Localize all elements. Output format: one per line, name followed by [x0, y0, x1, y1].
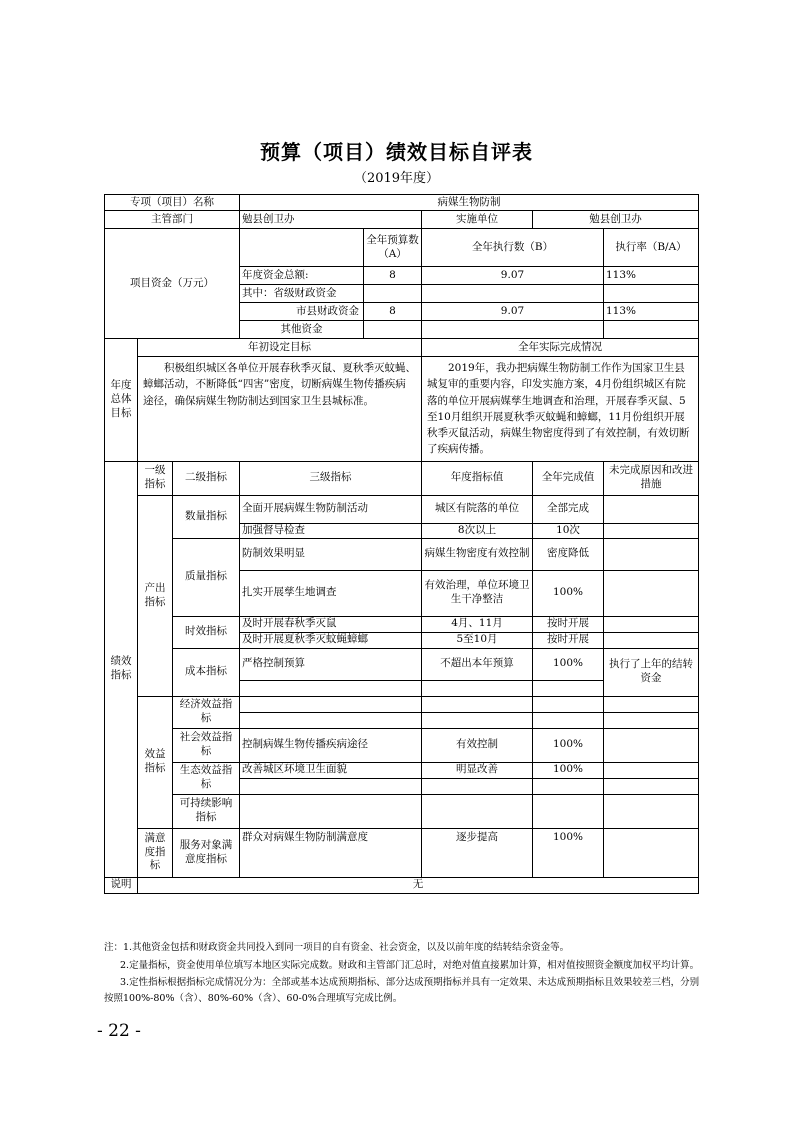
perf-label: 绩效指标: [105, 461, 138, 877]
output-indicator-label: 产出指标: [138, 495, 173, 696]
indicator-done: 100%: [533, 762, 604, 778]
footnotes: [104, 940, 704, 1009]
indicator-target: 城区有院落的单位: [422, 495, 533, 523]
indicator-target: 8次以上: [422, 523, 533, 538]
indicator-target-blank: [422, 680, 533, 696]
eco-indicator-label: 生态效益指标: [173, 762, 240, 794]
evaluation-table: [104, 194, 699, 894]
funds-row-exec: [422, 285, 604, 303]
indicator-reason-blank: [604, 712, 699, 728]
funds-row-budget: [364, 285, 422, 303]
funds-row-exec: [422, 321, 604, 339]
footnote-1: 注：1.其他资金包括和财政资金共同投入到同一项目的自有资金、社会资金，以及以前年度的结转结余资金等。: [104, 942, 570, 953]
indicator-l3: 加强督导检查: [240, 523, 422, 538]
indicator-l3-blank: [240, 778, 422, 794]
time-indicator-label: 时效指标: [173, 616, 240, 648]
cost-indicator-label: 成本指标: [173, 648, 240, 696]
perf-header-reason: 未完成原因和改进措施: [604, 461, 699, 495]
impl-unit-label: 实施单位: [422, 211, 533, 229]
indicator-done: 密度降低: [533, 538, 604, 570]
perf-header-target: 年度指标值: [422, 461, 533, 495]
funds-row-rate: 113%: [604, 267, 699, 285]
funds-row-rate: [604, 321, 699, 339]
project-name-label: 专项（项目）名称: [105, 195, 240, 211]
indicator-reason-blank: [604, 778, 699, 794]
perf-header-l1: 一级指标: [138, 461, 173, 495]
funds-row-label: 其中：省级财政资金: [240, 285, 364, 303]
indicator-done: 10次: [533, 523, 604, 538]
goal-set-header: 年初设定目标: [138, 339, 422, 357]
indicator-target: 4月、11月: [422, 616, 533, 632]
social-indicator-label: 社会效益指标: [173, 728, 240, 762]
indicator-l3-blank: [240, 712, 422, 728]
indicator-target: 逐步提高: [422, 828, 533, 877]
indicator-done: 按时开展: [533, 616, 604, 632]
economic-indicator-label: 经济效益指标: [173, 696, 240, 728]
indicator-done-blank: [533, 712, 604, 728]
indicator-target: 5至10月: [422, 632, 533, 648]
indicator-target-blank: [422, 778, 533, 794]
indicator-done: 按时开展: [533, 632, 604, 648]
indicator-reason: [604, 632, 699, 648]
remark-value: 无: [138, 877, 699, 893]
goal-done-header: 全年实际完成情况: [422, 339, 699, 357]
indicator-reason: 执行了上年的结转资金: [604, 648, 699, 696]
footnote-2: 2.定量指标，资金使用单位填写本地区实际完成数。财政和主管部门汇总时，对绝对值直接累加计算，相对值按照资金额度加权平均计算。: [120, 959, 700, 971]
quantity-indicator-label: 数量指标: [173, 495, 240, 538]
indicator-reason-blank: [604, 794, 699, 828]
indicator-target-blank: [422, 696, 533, 712]
funds-row-rate: [604, 285, 699, 303]
indicator-done-blank: [533, 696, 604, 712]
funds-row-budget: 8: [364, 303, 422, 321]
goal-done-text: 2019年，我办把病媒生物防制工作作为国家卫生县城复审的重要内容，印发实施方案，4月份组织城区有院落的单位开展病媒孳生地调查和治理，开展春季灭鼠、5至10月组织开展夏秋季灭蚊蝇和蟑螂，11月份组织开展秋季灭鼠活动，病媒生物密度得到了有效控制，有效切断了疾病传播。: [422, 357, 699, 462]
footnote-3: 3.定性指标根据指标完成情况分为：全部或基本达成预期指标、部分达成预期指标并具有一定效果、未达成预期指标且效果较差三档，分别按照100%-80%（含）、80%-60%（含）、60-0%合理填写完成比例。: [104, 977, 700, 1005]
indicator-target-blank: [422, 712, 533, 728]
satisfaction-l2: 服务对象满意度指标: [173, 828, 240, 877]
indicator-done: 100%: [533, 828, 604, 877]
indicator-reason: [604, 570, 699, 616]
indicator-reason: [604, 616, 699, 632]
annual-goal-label: 年度总体目标: [105, 339, 138, 462]
perf-header-done: 全年完成值: [533, 461, 604, 495]
indicator-l3-blank: [240, 794, 422, 828]
perf-header-l3: 三级指标: [240, 461, 422, 495]
indicator-l3: 严格控制预算: [240, 648, 422, 680]
indicator-target: 明显改善: [422, 762, 533, 778]
indicator-target: 有效治理，单位环境卫生干净整洁: [422, 570, 533, 616]
funds-row-budget: 8: [364, 267, 422, 285]
page-subtitle: （2019年度）: [353, 171, 440, 186]
perf-header-l2: 二级指标: [173, 461, 240, 495]
remark-label: 说明: [105, 877, 138, 893]
indicator-l3: 群众对病媒生物防制满意度: [240, 828, 422, 877]
indicator-reason-blank: [604, 728, 699, 762]
funds-col-exec: 全年执行数（B）: [422, 229, 604, 267]
indicator-target: 不超出本年预算: [422, 648, 533, 680]
funds-col-rate: 执行率（B/A）: [604, 229, 699, 267]
indicator-done: 100%: [533, 570, 604, 616]
indicator-target: 病媒生物密度有效控制: [422, 538, 533, 570]
goal-set-text: 积极组织城区各单位开展春秋季灭鼠、夏秋季灭蚊蝇、蟑螂活动，不断降低“四害”密度，切断病媒生物传播疾病途径，确保病媒生物防制达到国家卫生县城标准。: [138, 357, 422, 462]
indicator-l3: 改善城区环境卫生面貌: [240, 762, 422, 778]
page-number: - 22 -: [97, 1021, 141, 1041]
indicator-done: 100%: [533, 648, 604, 680]
indicator-l3-blank: [240, 680, 422, 696]
indicator-done: 全部完成: [533, 495, 604, 523]
funds-col-budget: 全年预算数（A）: [364, 229, 422, 267]
indicator-target: 有效控制: [422, 728, 533, 762]
funds-row-exec: 9.07: [422, 267, 604, 285]
indicator-reason-blank: [604, 828, 699, 877]
funds-row-label: 市县财政资金: [240, 303, 364, 321]
funds-row-label: 其他资金: [240, 321, 364, 339]
satisfaction-indicator-label: 满意度指标: [138, 828, 173, 877]
funds-row-label: 年度资金总额:: [240, 267, 364, 285]
indicator-l3-blank: [240, 696, 422, 712]
indicator-reason: [604, 523, 699, 538]
indicator-l3: 控制病媒生物传播疾病途径: [240, 728, 422, 762]
indicator-reason: [604, 495, 699, 523]
indicator-reason: [604, 538, 699, 570]
funds-row-budget: [364, 321, 422, 339]
indicator-l3: 防制效果明显: [240, 538, 422, 570]
funds-header-blank: [240, 229, 364, 267]
indicator-l3: 全面开展病媒生物防制活动: [240, 495, 422, 523]
benefit-indicator-label: 效益指标: [138, 696, 173, 828]
sustain-indicator-label: 可持续影响指标: [173, 794, 240, 828]
project-name-value: 病媒生物防制: [240, 195, 699, 211]
dept-value: 勉县创卫办: [240, 211, 422, 229]
funds-row-exec: 9.07: [422, 303, 604, 321]
indicator-target-blank: [422, 794, 533, 828]
indicator-done-blank: [533, 794, 604, 828]
indicator-l3: 扎实开展孳生地调查: [240, 570, 422, 616]
impl-unit-value: 勉县创卫办: [533, 211, 699, 229]
dept-label: 主管部门: [105, 211, 240, 229]
page-title: 预算（项目）绩效目标自评表: [260, 140, 533, 164]
indicator-l3: 及时开展夏秋季灭蚊蝇蟑螂: [240, 632, 422, 648]
quality-indicator-label: 质量指标: [173, 538, 240, 616]
indicator-done-blank: [533, 680, 604, 696]
indicator-reason-blank: [604, 696, 699, 712]
funds-label: 项目资金（万元）: [105, 229, 240, 339]
funds-row-rate: 113%: [604, 303, 699, 321]
indicator-done: 100%: [533, 728, 604, 762]
indicator-reason-blank: [604, 762, 699, 778]
indicator-l3: 及时开展春秋季灭鼠: [240, 616, 422, 632]
indicator-done-blank: [533, 778, 604, 794]
